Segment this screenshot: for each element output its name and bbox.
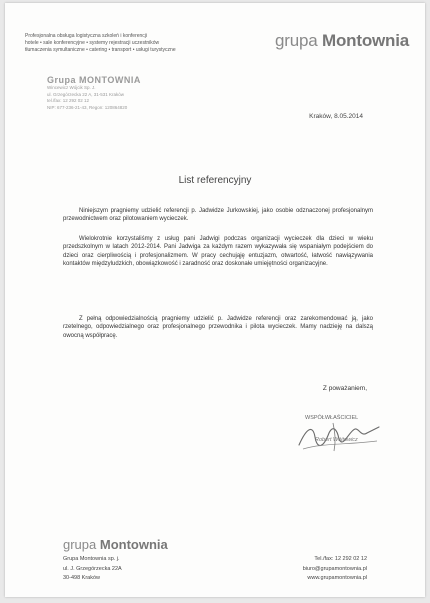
tagline-line: hotele • sale konferencyjne • systemy rejestracji uczestników (25, 40, 160, 46)
paragraph-text: Wielokrotnie korzystaliśmy z usług pani Jadwigi podczas organizacji wycieczek dla dzieci w wieku przedszkolnym w latach 2012-2014. Pani Jadwiga za każdym razem wykazywała się wspaniałym podejściem do dzieci oraz cierpliwością i profesjonalizmem. W pracy cechująję entuzjazm, otwartość, łatwość nawiązywania kontaktów międzyludzkich, obowiązkowość i zaradność oraz doskonałe umiejętności organizacyjne. (63, 236, 373, 268)
logo-word-bold: Montownia (322, 31, 409, 50)
letter-date: Kraków, 8.05.2014 (309, 113, 363, 120)
contact-phone: Tel./fax: 12 292 02 12 (314, 556, 367, 562)
paragraph-text: Niniejszym pragniemy udzielić referencji p. Jadwidze Jurkowskiej, jako osobie odznaczonej profesjonalnym przewodnictwem oraz pilotowaniem wycieczek. (63, 208, 373, 223)
signature-title: WSPÓŁWŁAŚCICIEL (305, 415, 359, 421)
address-line: Grupa Montownia sp. j. (63, 556, 120, 562)
logo-word-light: grupa (63, 537, 97, 552)
letter-paragraph (63, 235, 373, 269)
company-stamp (47, 75, 177, 111)
company-logo (275, 31, 409, 51)
address-line: ul. J. Grzegórzecka 22A (63, 565, 122, 572)
letter-page (5, 3, 425, 597)
company-tagline (25, 33, 255, 54)
letter-title: List referencyjny (178, 175, 252, 186)
stamp-name: Grupa MONTOWNIA (47, 75, 141, 85)
logo-word-light: grupa (275, 31, 318, 50)
contact-email: biuro@grupamontownia.pl (302, 565, 367, 572)
handwritten-signature (293, 419, 383, 453)
signature-name: Robert Wójtowicz (315, 437, 358, 443)
tagline-line: tłumaczenia symultaniczne • catering • transport • usługi turystyczne (25, 47, 176, 53)
footer-contact (303, 555, 367, 584)
letter-paragraph (63, 207, 373, 224)
address-line: 30-498 Kraków (63, 575, 100, 581)
logo-word-bold: Montownia (99, 537, 168, 552)
footer-address (63, 555, 122, 584)
stamp-line: Wincewicz Wójcik Sp. J. (47, 85, 96, 90)
contact-website: www.grupamontownia.pl (307, 575, 367, 581)
stamp-line: tel./fax: 12 292 02 12 (47, 98, 90, 103)
stamp-line: ul. Grzegórzecka 22 A, 31-531 Kraków (47, 91, 125, 97)
tagline-line: Profesjonalna obsługa logistyczna szkoleń i konferencji (25, 33, 148, 39)
footer-logo (63, 537, 168, 552)
stamp-line: NIP: 677-236-21-43, Regon: 120864820 (47, 104, 128, 110)
paragraph-text: Z pełną odpowiedzialnością pragniemy udzielić p. Jadwidze referencji oraz zarekomendować ją, jako rzetelnego, odpowiedzialnego oraz profesjonalnego przewodnika i pilota wycieczek. Mamy nadzieję na dalszą owocną współpracę. (63, 316, 373, 339)
letter-paragraph (63, 315, 373, 340)
letter-closing: Z poważaniem, (322, 385, 367, 392)
